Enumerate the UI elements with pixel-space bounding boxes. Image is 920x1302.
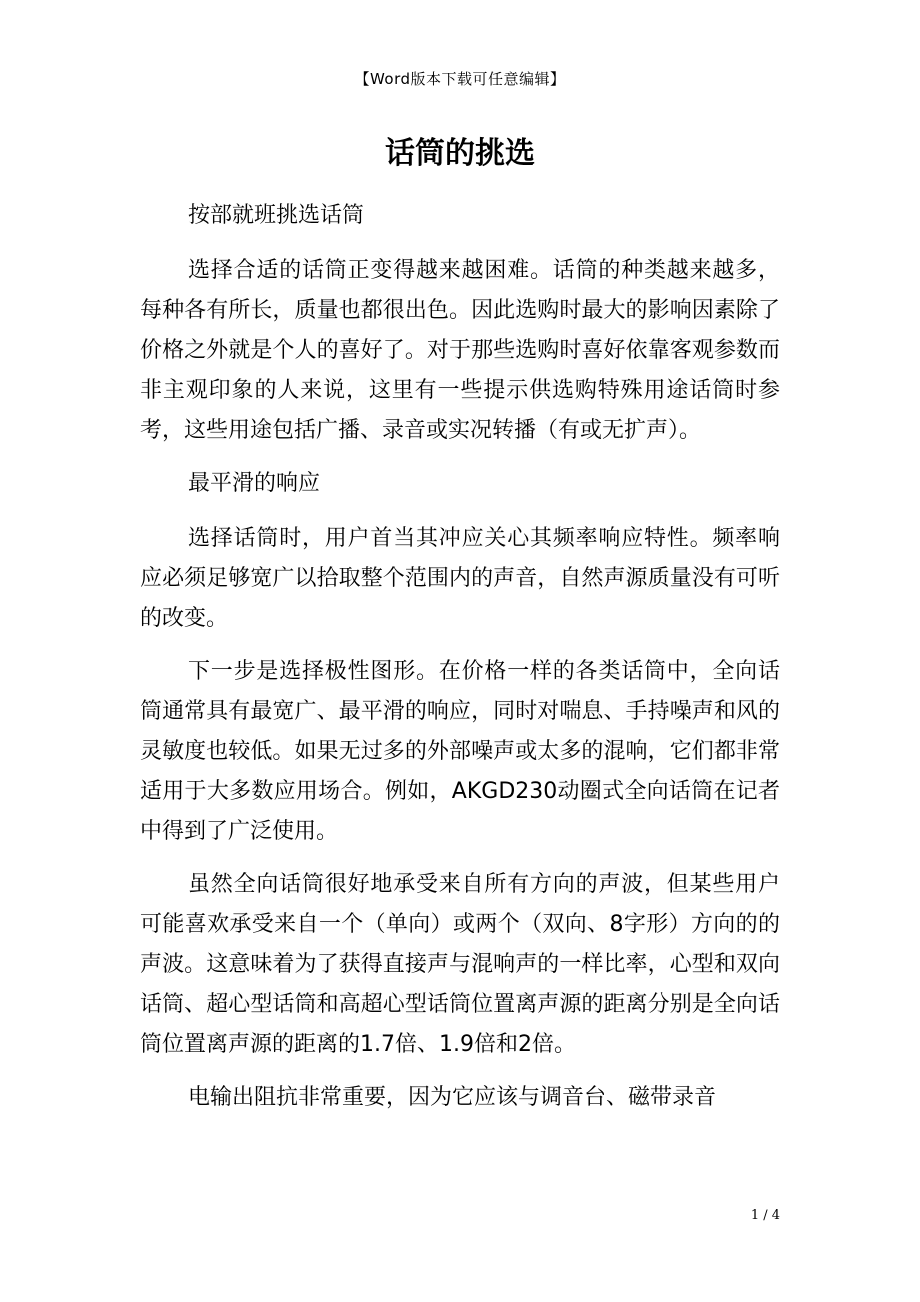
document-title: 话筒的挑选 (385, 136, 535, 171)
paragraph: 选择话筒时，用户首当其冲应关心其频率响应特性。频率响应必须足够宽广以拾取整个范围内的声音，自然声源质量没有可听的改变。 (140, 526, 780, 631)
section-heading: 最平滑的响应 (188, 471, 321, 496)
paragraph: 虽然全向话筒很好地承受来自所有方向的声波，但某些用户可能喜欢承受来自一个（单向）或两个（双向、8字形）方向的的声波。这意味着为了获得直接声与混响声的一样比率，心型和双向话筒、超心型话筒和高超心型话筒位置离声源的距离分别是全向话筒位置离声源的距离的1.7倍、1.9倍和2倍。 (140, 872, 780, 1057)
page-number: 1 / 4 (750, 1208, 780, 1223)
paragraph: 下一步是选择极性图形。在价格一样的各类话筒中，全向话筒通常具有最宽广、最平滑的响应，同时对喘息、手持噪声和风的灵敏度也较低。如果无过多的外部噪声或太多的混响，它们都非常适用于大多数应用场合。例如，AKGD230动圈式全向话筒在记者中得到了广泛使用。 (140, 659, 780, 844)
document-header: 【Word版本下载可任意编辑】 (354, 70, 566, 88)
paragraph: 选择合适的话筒正变得越来越困难。话筒的种类越来越多，每种各有所长，质量也都很出色。因此选购时最大的影响因素除了价格之外就是个人的喜好了。对于那些选购时喜好依靠客观参数而非主观印象的人来说，这里有一些提示供选购特殊用途话筒时参考，这些用途包括广播、录音或实况转播（有或无扩声）。 (140, 258, 780, 443)
paragraph: 电输出阻抗非常重要，因为它应该与调音台、磁带录音 (188, 1085, 717, 1110)
document-body (140, 196, 780, 1131)
section-heading: 按部就班挑选话筒 (188, 203, 365, 228)
